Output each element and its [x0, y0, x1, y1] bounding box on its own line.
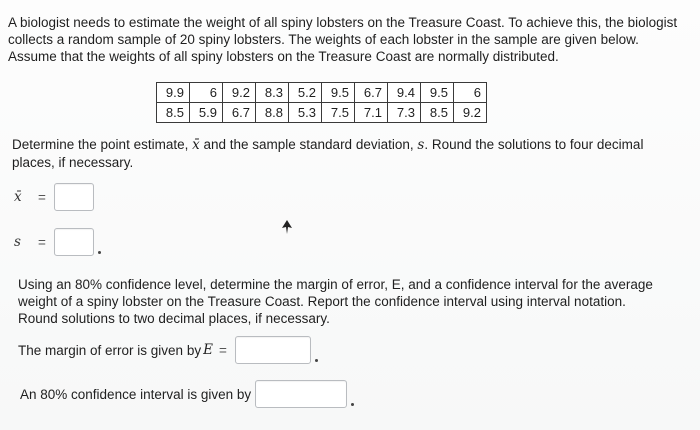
table-cell: 5.3 — [289, 103, 322, 123]
table-cell: 6.7 — [355, 83, 388, 103]
margin-var: E — [203, 342, 213, 358]
part1-instructions — [12, 136, 672, 171]
confidence-interval-row — [20, 380, 354, 408]
s-answer-input[interactable] — [54, 228, 94, 256]
period-mark — [315, 359, 318, 362]
table-cell: 8.8 — [256, 103, 289, 123]
s-symbol: s — [417, 137, 425, 153]
table-cell: 9.9 — [157, 83, 190, 103]
table-row — [157, 83, 487, 103]
table-cell: 6 — [190, 83, 223, 103]
xbar-answer-input[interactable] — [54, 183, 94, 211]
table-cell: 8.5 — [157, 103, 190, 123]
part1-text-b: and the sample standard deviation, — [199, 137, 418, 152]
xbar-label: x̄ — [14, 189, 22, 205]
table-cell: 9.2 — [223, 83, 256, 103]
xbar-answer-row — [14, 183, 94, 211]
problem-intro: A biologist needs to estimate the weight of all spiny lobsters on the Treasure Coast. To achieve this, the biologist collects a random sample of 20 spiny lobsters. The weights of each lobster in the sample are given below. Assume that the weights of all spiny lobsters on the Treasure Coast are normally distributed. — [8, 15, 678, 64]
margin-error-row — [18, 336, 318, 364]
part1-text-c: . Round the solutions to four decimal places, if necessary. — [12, 137, 644, 170]
table-cell: 8.3 — [256, 83, 289, 103]
period-mark — [98, 251, 101, 254]
table-cell: 6 — [454, 83, 487, 103]
table-cell: 9.5 — [322, 83, 355, 103]
table-cell: 9.5 — [421, 83, 454, 103]
table-cell: 5.2 — [289, 83, 322, 103]
table-cell: 9.2 — [454, 103, 487, 123]
table-cell: 8.5 — [421, 103, 454, 123]
lobster-weights-table — [156, 82, 487, 123]
period-mark — [351, 403, 354, 406]
equals-sign: = — [38, 234, 46, 250]
confidence-interval-label: An 80% confidence interval is given by — [20, 386, 252, 402]
margin-equals: = — [218, 342, 227, 358]
margin-error-input[interactable] — [235, 336, 311, 364]
margin-error-prefix: The margin of error is given by — [18, 342, 202, 358]
xbar-symbol: x̄ — [192, 137, 200, 153]
table-cell: 9.4 — [388, 83, 421, 103]
table-cell: 5.9 — [190, 103, 223, 123]
table-cell: 6.7 — [223, 103, 256, 123]
s-label: s — [14, 234, 21, 250]
pointer-cursor-icon — [282, 220, 292, 234]
part2-instructions: Using an 80% confidence level, determine the margin of error, E, and a confidence interval for the average weight of a spiny lobster on the Treasure Coast. Report the confidence interval using interval notation. Round solutions to two decimal places, if necessary. — [18, 277, 653, 326]
part1-text-a: Determine the point estimate, — [12, 137, 193, 152]
table-row — [157, 103, 487, 123]
table-cell: 7.5 — [322, 103, 355, 123]
table-cell: 7.3 — [388, 103, 421, 123]
equals-sign: = — [38, 189, 46, 205]
table-cell: 7.1 — [355, 103, 388, 123]
confidence-interval-input[interactable] — [255, 380, 347, 408]
s-answer-row — [14, 228, 101, 256]
